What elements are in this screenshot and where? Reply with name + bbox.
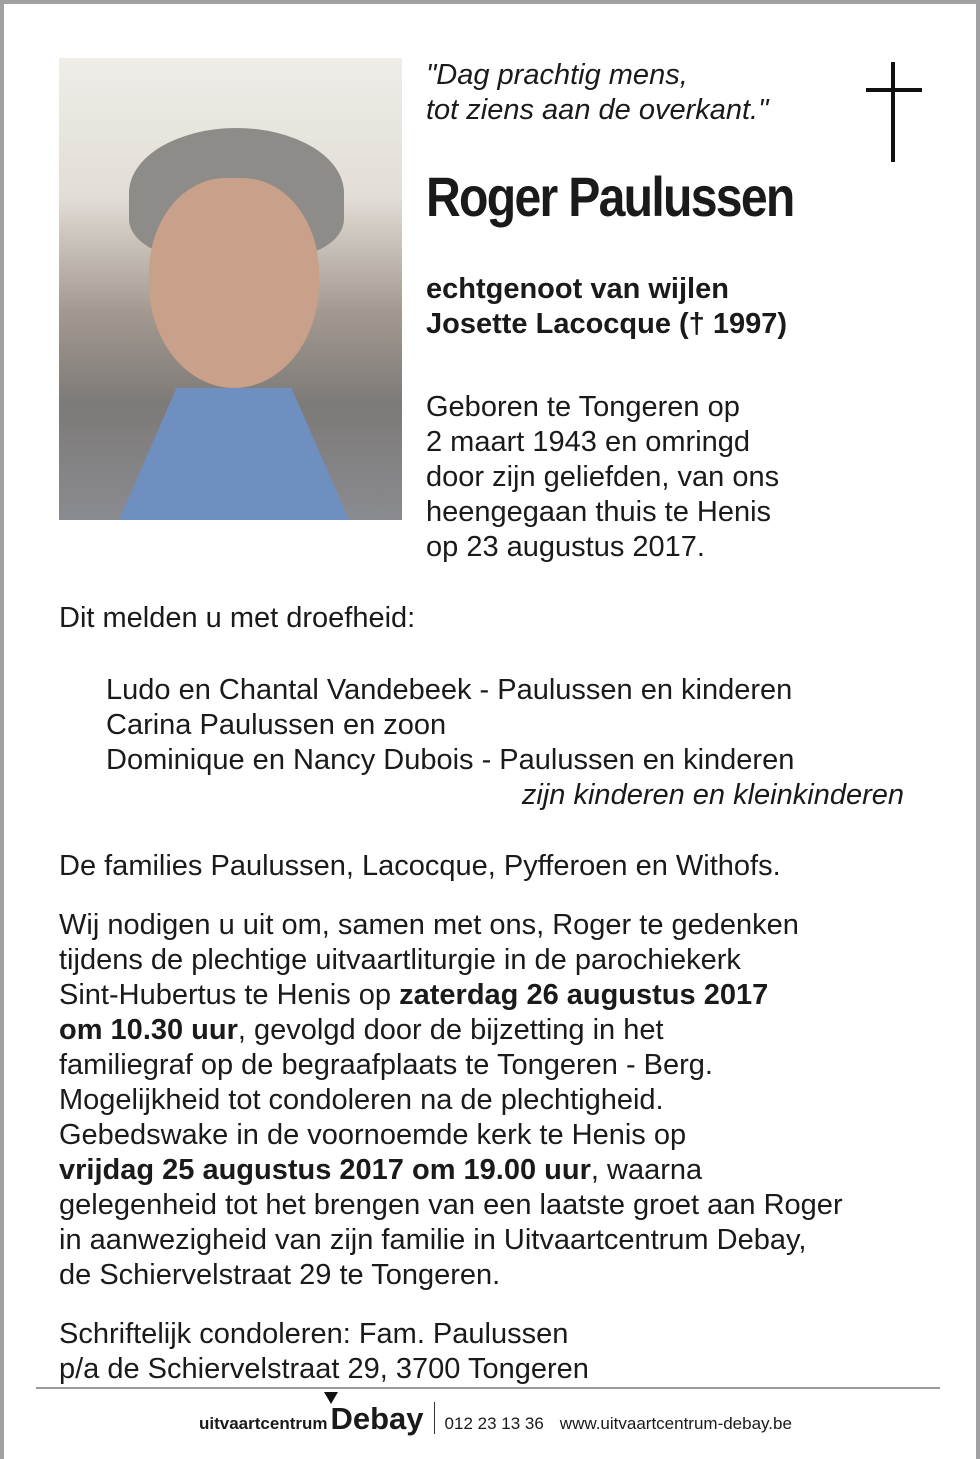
separator xyxy=(434,1402,435,1434)
family-member: Dominique en Nancy Dubois - Paulussen en kinderen xyxy=(106,744,795,776)
triangle-icon xyxy=(324,1392,338,1404)
inv-text: , waarna xyxy=(590,1154,703,1186)
quote-line: tot ziens aan de overkant." xyxy=(426,94,769,126)
cond-line: Schriftelijk condoleren: Fam. Paulussen xyxy=(59,1318,569,1350)
inv-line: in aanwezigheid van zijn familie in Uitvaartcentrum Debay, xyxy=(59,1224,807,1256)
inv-line xyxy=(59,1153,843,1188)
funeral-date: zaterdag 26 augustus 2017 xyxy=(399,979,769,1011)
deceased-name: Roger Paulussen xyxy=(426,165,794,228)
footer xyxy=(199,1402,808,1434)
inv-line: gelegenheid tot het brengen van een laatste groet aan Roger xyxy=(59,1189,843,1221)
spouse-line: Josette Lacocque († 1997) xyxy=(426,308,788,340)
phone-number: 012 23 13 36 xyxy=(444,1414,544,1433)
spouse-line: echtgenoot van wijlen xyxy=(426,273,729,305)
spouse-info xyxy=(426,272,787,342)
brand-name: Debay xyxy=(330,1401,424,1436)
divider xyxy=(36,1387,940,1389)
death-notice xyxy=(4,4,976,1459)
footer-prefix: uitvaartcentrum xyxy=(199,1414,328,1433)
birth-death-info xyxy=(426,390,779,565)
quote-line: "Dag prachtig mens, xyxy=(426,59,688,91)
family-list xyxy=(106,673,794,778)
wake-datetime: vrijdag 25 augustus 2017 om 19.00 uur xyxy=(59,1154,591,1186)
born-line: Geboren te Tongeren op xyxy=(426,391,740,423)
condolence-address xyxy=(59,1317,589,1387)
inv-line: Wij nodigen u uit om, samen met ons, Roger te gedenken xyxy=(59,909,799,941)
inv-text: , gevolgd door de bijzetting in het xyxy=(237,1014,664,1046)
born-line: 2 maart 1943 en omringd xyxy=(426,426,751,458)
inv-line: de Schiervelstraat 29 te Tongeren. xyxy=(59,1259,501,1291)
inv-line xyxy=(59,1013,843,1048)
born-line: door zijn geliefden, van ons xyxy=(426,461,780,493)
families: De families Paulussen, Lacocque, Pyfferoen en Withofs. xyxy=(59,850,781,882)
cross-icon xyxy=(866,62,922,162)
quote xyxy=(426,58,768,128)
inv-line xyxy=(59,978,843,1013)
inv-text: Sint-Hubertus te Henis op xyxy=(59,979,400,1011)
portrait-photo xyxy=(59,58,402,520)
inv-line: Gebedswake in de voornoemde kerk te Henis op xyxy=(59,1119,687,1151)
inv-line: familiegraf op de begraafplaats te Tongeren - Berg. xyxy=(59,1049,713,1081)
born-line: op 23 augustus 2017. xyxy=(426,531,705,563)
funeral-time: om 10.30 uur xyxy=(59,1014,238,1046)
inv-line: Mogelijkheid tot condoleren na de plechtigheid. xyxy=(59,1084,664,1116)
invitation xyxy=(59,908,843,1293)
intro: Dit melden u met droefheid: xyxy=(59,602,416,634)
brand-logo xyxy=(330,1401,424,1436)
family-member: Carina Paulussen en zoon xyxy=(106,709,447,741)
cond-line: p/a de Schiervelstraat 29, 3700 Tongeren xyxy=(59,1353,589,1385)
family-role: zijn kinderen en kleinkinderen xyxy=(521,779,904,811)
family-member: Ludo en Chantal Vandebeek - Paulussen en kinderen xyxy=(106,674,793,706)
born-line: heengegaan thuis te Henis xyxy=(426,496,772,528)
inv-line: tijdens de plechtige uitvaartliturgie in de parochiekerk xyxy=(59,944,741,976)
website-link[interactable]: www.uitvaartcentrum-debay.be xyxy=(559,1414,792,1433)
